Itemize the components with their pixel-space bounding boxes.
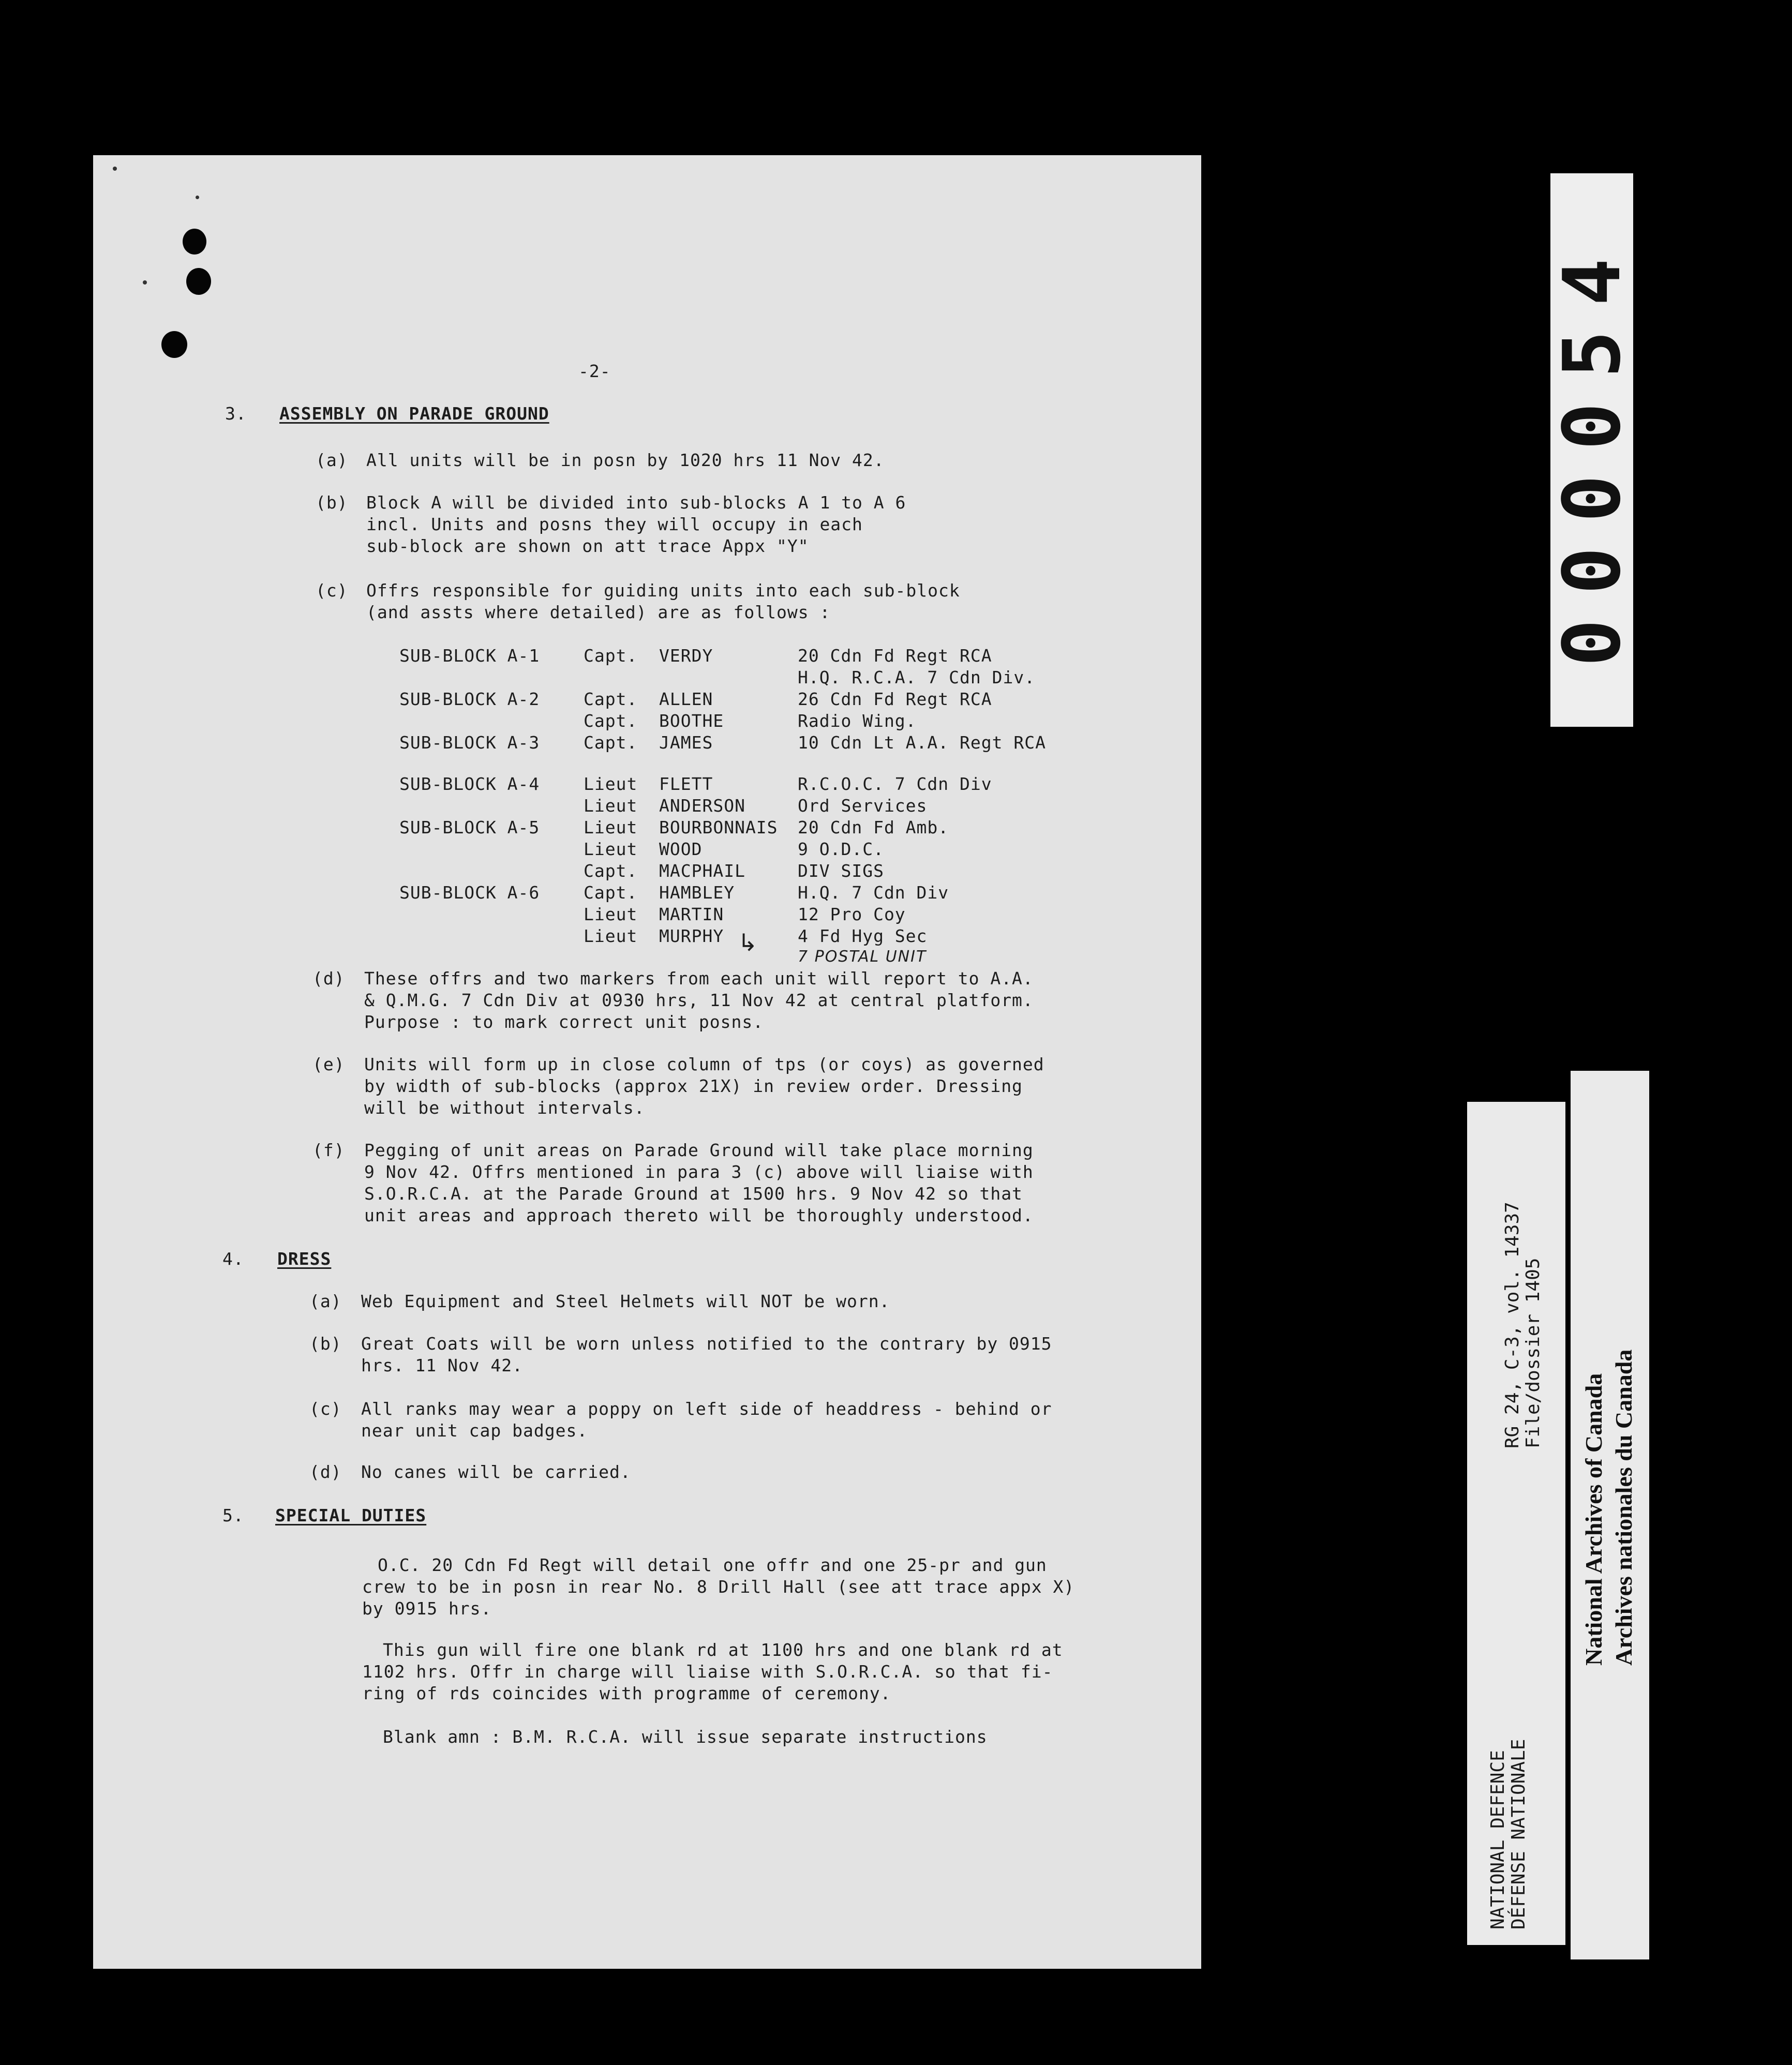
item-label: (d) bbox=[312, 968, 345, 989]
unit-cell: 12 Pro Coy bbox=[798, 904, 906, 924]
punch-hole bbox=[183, 229, 206, 255]
item-label: (f) bbox=[312, 1140, 345, 1160]
punch-hole bbox=[161, 331, 187, 358]
paragraph-line: Pegging of unit areas on Parade Ground will take place morning bbox=[364, 1140, 1034, 1160]
item-label: (c) bbox=[316, 580, 348, 601]
block-cell: SUB-BLOCK A-4 bbox=[399, 774, 540, 794]
archives-name: National Archives of Canada bbox=[1580, 1373, 1607, 1666]
unit-cell: Ord Services bbox=[798, 796, 928, 816]
name-cell: MACPHAIL bbox=[659, 861, 745, 881]
ink-speck bbox=[143, 280, 147, 285]
handwritten-arrow-icon: ↳ bbox=[738, 929, 758, 956]
paragraph-line: sub-block are shown on att trace Appx "Y" bbox=[366, 536, 809, 556]
rank-cell: Capt. bbox=[584, 689, 638, 709]
punch-hole bbox=[186, 268, 211, 295]
block-cell: SUB-BLOCK A-3 bbox=[399, 732, 540, 753]
ink-speck bbox=[113, 167, 117, 171]
rank-cell: Capt. bbox=[584, 882, 638, 903]
rank-cell: Capt. bbox=[584, 711, 638, 731]
rank-cell: Lieut bbox=[584, 926, 638, 946]
unit-cell: DIV SIGS bbox=[798, 861, 884, 881]
unit-cell: H.Q. R.C.A. 7 Cdn Div. bbox=[798, 667, 1036, 687]
paragraph-line: will be without intervals. bbox=[364, 1098, 645, 1118]
block-cell: SUB-BLOCK A-5 bbox=[399, 817, 540, 837]
frame-number-stamp bbox=[1546, 173, 1638, 727]
name-cell: FLETT bbox=[659, 774, 713, 794]
paragraph-line: unit areas and approach thereto will be thoroughly understood. bbox=[364, 1205, 1034, 1225]
item-label: (a) bbox=[316, 450, 348, 470]
reference-line: File/dossier 1405 bbox=[1522, 1258, 1544, 1448]
paragraph-line: Block A will be divided into sub-blocks A 1 to A 6 bbox=[366, 492, 906, 513]
paragraph-line: by width of sub-blocks (approx 21X) in review order. Dressing bbox=[364, 1076, 1023, 1096]
paragraph-line: All units will be in posn by 1020 hrs 11 Nov 42. bbox=[366, 450, 885, 470]
paragraph-line: These offrs and two markers from each unit will report to A.A. bbox=[364, 968, 1034, 989]
frame-number: 000054 bbox=[1546, 233, 1638, 667]
section-heading: DRESS bbox=[277, 1249, 332, 1269]
paragraph-line: O.C. 20 Cdn Fd Regt will detail one offr and one 25-pr and gun bbox=[378, 1555, 1047, 1575]
name-cell: MURPHY bbox=[659, 926, 724, 946]
name-cell: JAMES bbox=[659, 732, 713, 753]
paragraph-line: hrs. 11 Nov 42. bbox=[361, 1355, 524, 1375]
ink-speck bbox=[196, 196, 199, 199]
unit-cell: 26 Cdn Fd Regt RCA bbox=[798, 689, 992, 709]
unit-cell: R.C.O.C. 7 Cdn Div bbox=[798, 774, 992, 794]
name-cell: VERDY bbox=[659, 646, 713, 666]
paragraph-line: ring of rds coincides with programme of ceremony. bbox=[362, 1683, 891, 1703]
paragraph-line: Units will form up in close column of tps (or coys) as governed bbox=[364, 1054, 1044, 1074]
paragraph-line: Great Coats will be worn unless notified to the contrary by 0915 bbox=[361, 1334, 1052, 1354]
department-line: NATIONAL DEFENCE bbox=[1487, 1750, 1509, 1929]
paragraph-line: Purpose : to mark correct unit posns. bbox=[364, 1012, 764, 1032]
item-label: (b) bbox=[309, 1334, 342, 1354]
block-cell: SUB-BLOCK A-6 bbox=[399, 882, 540, 903]
rank-cell: Lieut bbox=[584, 904, 638, 924]
handwritten-annotation: 7 POSTAL UNIT bbox=[798, 948, 927, 966]
unit-cell: 10 Cdn Lt A.A. Regt RCA bbox=[798, 732, 1046, 753]
unit-cell: 20 Cdn Fd Amb. bbox=[798, 817, 949, 837]
archives-name: Archives nationales du Canada bbox=[1610, 1349, 1637, 1666]
name-cell: HAMBLEY bbox=[659, 882, 735, 903]
section-heading: ASSEMBLY ON PARADE GROUND bbox=[279, 403, 549, 424]
paragraph-line: Offrs responsible for guiding units into each sub-block bbox=[366, 580, 960, 601]
page-number: -2- bbox=[578, 361, 611, 381]
name-cell: WOOD bbox=[659, 839, 703, 859]
section-number: 5. bbox=[222, 1505, 244, 1525]
paragraph-line: This gun will fire one blank rd at 1100 hrs and one blank rd at bbox=[383, 1640, 1063, 1660]
paragraph-line: No canes will be carried. bbox=[361, 1462, 631, 1482]
paragraph-line: S.O.R.C.A. at the Parade Ground at 1500 hrs. 9 Nov 42 so that bbox=[364, 1184, 1023, 1204]
department-line: DÉFENSE NATIONALE bbox=[1508, 1739, 1529, 1929]
name-cell: BOURBONNAIS bbox=[659, 817, 778, 837]
rank-cell: Lieut bbox=[584, 796, 638, 816]
unit-cell: Radio Wing. bbox=[798, 711, 917, 731]
paragraph-line: near unit cap badges. bbox=[361, 1420, 588, 1441]
paragraph-line: by 0915 hrs. bbox=[362, 1598, 492, 1619]
rank-cell: Capt. bbox=[584, 861, 638, 881]
item-label: (d) bbox=[309, 1462, 342, 1482]
archives-label bbox=[1571, 1071, 1649, 1959]
paragraph-line: crew to be in posn in rear No. 8 Drill Hall (see att trace appx X) bbox=[362, 1577, 1075, 1597]
section-number: 4. bbox=[222, 1249, 244, 1269]
paragraph-line: Web Equipment and Steel Helmets will NOT be worn. bbox=[361, 1291, 890, 1311]
block-cell: SUB-BLOCK A-1 bbox=[399, 646, 540, 666]
rank-cell: Lieut bbox=[584, 817, 638, 837]
paragraph-line: 9 Nov 42. Offrs mentioned in para 3 (c) above will liaise with bbox=[364, 1162, 1034, 1182]
block-cell: SUB-BLOCK A-2 bbox=[399, 689, 540, 709]
unit-cell: 9 O.D.C. bbox=[798, 839, 884, 859]
item-label: (e) bbox=[312, 1054, 345, 1074]
reference-line: RG 24, C-3, vol. 14337 bbox=[1502, 1202, 1523, 1448]
name-cell: ANDERSON bbox=[659, 796, 745, 816]
name-cell: ALLEN bbox=[659, 689, 713, 709]
section-heading: SPECIAL DUTIES bbox=[275, 1505, 427, 1525]
rank-cell: Lieut bbox=[584, 839, 638, 859]
item-label: (c) bbox=[309, 1399, 342, 1419]
rank-cell: Capt. bbox=[584, 732, 638, 753]
paragraph-line: & Q.M.G. 7 Cdn Div at 0930 hrs, 11 Nov 42 at central platform. bbox=[364, 990, 1034, 1010]
paragraph-line: 1102 hrs. Offr in charge will liaise with S.O.R.C.A. so that fi- bbox=[362, 1662, 1053, 1682]
rank-cell: Capt. bbox=[584, 646, 638, 666]
paragraph-line: (and assts where detailed) are as follows : bbox=[366, 602, 831, 622]
section-number: 3. bbox=[225, 403, 247, 424]
rank-cell: Lieut bbox=[584, 774, 638, 794]
reference-label bbox=[1467, 1102, 1565, 1945]
paragraph-line: incl. Units and posns they will occupy in each bbox=[366, 514, 863, 534]
paragraph-line: All ranks may wear a poppy on left side of headdress - behind or bbox=[361, 1399, 1052, 1419]
name-cell: BOOTHE bbox=[659, 711, 724, 731]
unit-cell: H.Q. 7 Cdn Div bbox=[798, 882, 949, 903]
paragraph-line: Blank amn : B.M. R.C.A. will issue separate instructions bbox=[383, 1727, 988, 1747]
unit-cell: 20 Cdn Fd Regt RCA bbox=[798, 646, 992, 666]
document-sheet bbox=[93, 155, 1201, 1969]
item-label: (a) bbox=[309, 1291, 342, 1311]
name-cell: MARTIN bbox=[659, 904, 724, 924]
item-label: (b) bbox=[316, 492, 348, 513]
unit-cell: 4 Fd Hyg Sec bbox=[798, 926, 928, 946]
